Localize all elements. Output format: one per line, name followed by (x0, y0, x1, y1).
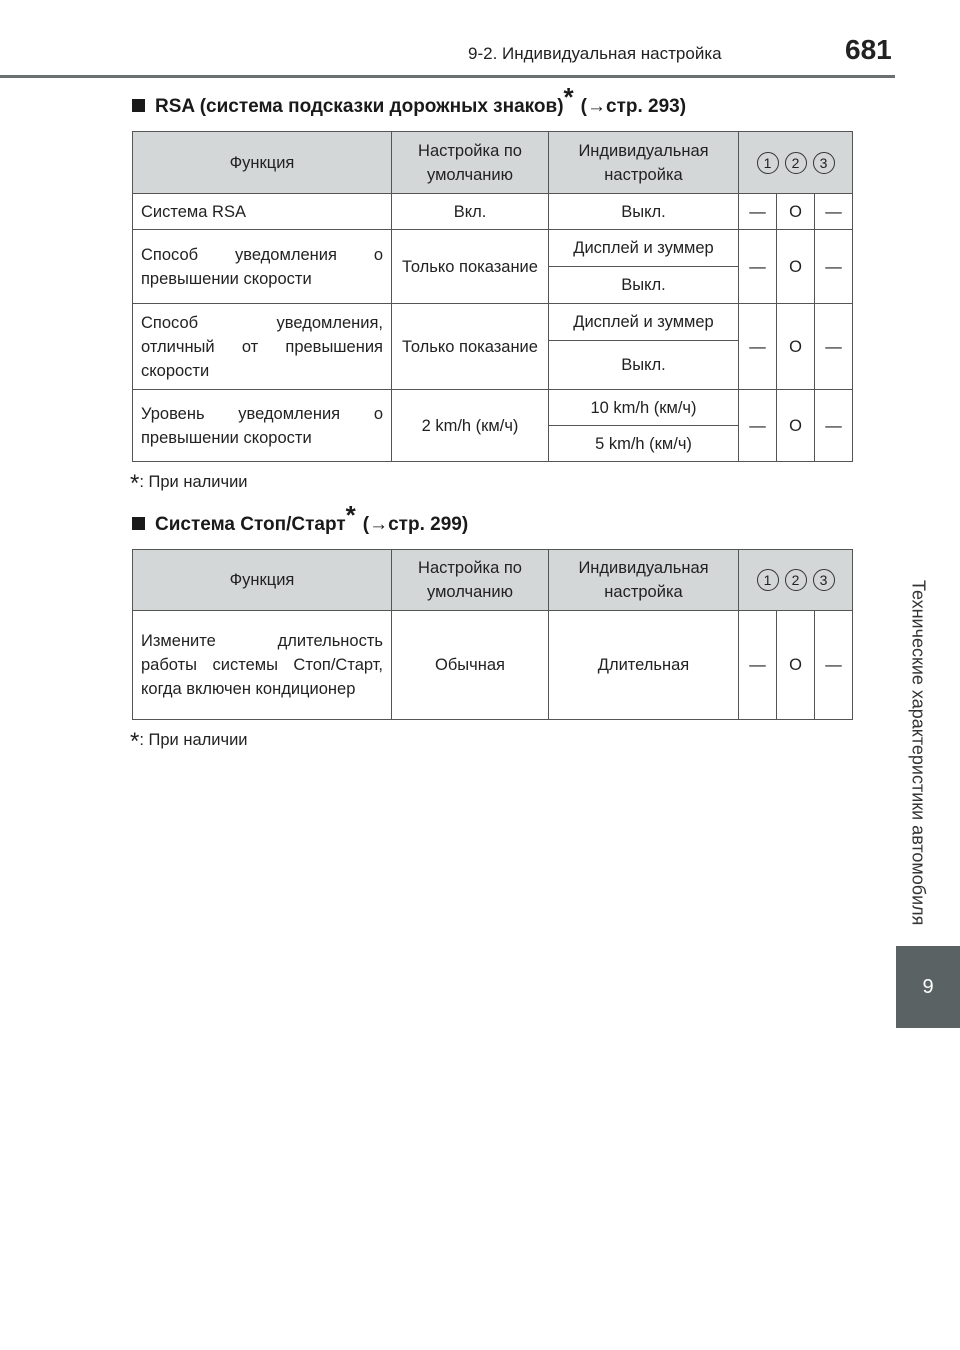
cell-mode-3: — (815, 611, 853, 720)
cell-mode-2: O (777, 194, 815, 230)
ref-open: ( (580, 96, 587, 117)
cell-mode-2: O (777, 611, 815, 720)
cell-function: Система RSA (133, 194, 392, 230)
footnote (130, 728, 248, 756)
cell-mode-1: — (739, 611, 777, 720)
circled-2-icon: 2 (785, 152, 807, 174)
header-rule (0, 75, 895, 78)
cell-mode-2: O (777, 390, 815, 462)
cell-mode-2: O (777, 230, 815, 304)
header-function: Функция (133, 132, 392, 194)
asterisk-mark: * (563, 82, 574, 112)
asterisk-mark: * (130, 470, 140, 497)
square-bullet-icon (132, 517, 145, 530)
table-row (133, 304, 853, 341)
cell-custom: 10 km/h (км/ч) (549, 390, 739, 426)
cell-function: Способ уведомления, отличный от превышения скорости (133, 304, 392, 390)
header-function: Функция (133, 550, 392, 611)
footnote-text: : При наличии (139, 473, 248, 491)
running-header-section: 9-2. Индивидуальная настройка (468, 44, 722, 63)
cell-custom: Дисплей и зуммер (549, 230, 739, 267)
cell-mode-1: — (739, 390, 777, 462)
header-custom: Индивидуальная настройка (549, 132, 739, 194)
cell-mode-1: — (739, 230, 777, 304)
cell-function: Уровень уведомления о превышении скорости (133, 390, 392, 462)
table-header-row (133, 550, 853, 611)
chapter-tab-title: Технические характеристики автомобиля (908, 579, 929, 926)
cell-default: 2 km/h (км/ч) (392, 390, 549, 462)
cell-custom: Выкл. (549, 194, 739, 230)
header-modes (739, 132, 853, 194)
cell-custom: 5 km/h (км/ч) (549, 426, 739, 462)
chapter-tab-number: 9 (896, 946, 960, 1028)
section-title: Система Стоп/Старт (155, 514, 346, 535)
cell-mode-3: — (815, 194, 853, 230)
cell-mode-3: — (815, 304, 853, 390)
table-row (133, 390, 853, 426)
cell-function: Способ уведомления о превышении скорости (133, 230, 392, 304)
footnote-text: : При наличии (139, 731, 248, 749)
table-row (133, 611, 853, 720)
cell-mode-3: — (815, 230, 853, 304)
section-heading-stop-start (132, 500, 469, 536)
cell-default: Только показание (392, 304, 549, 390)
cell-mode-1: — (739, 194, 777, 230)
section-title: RSA (система подсказки дорожных знаков) (155, 96, 564, 117)
table-row (133, 194, 853, 230)
ref-open: ( (362, 514, 370, 535)
page-number: 681 (845, 34, 892, 65)
cell-custom: Выкл. (549, 267, 739, 304)
circled-2-icon: 2 (785, 569, 807, 591)
table-header-row (133, 132, 853, 194)
square-bullet-icon (132, 99, 145, 112)
cell-default: Обычная (392, 611, 549, 720)
cell-default: Вкл. (392, 194, 549, 230)
cell-mode-1: — (739, 304, 777, 390)
asterisk-mark: * (345, 500, 356, 530)
cell-default: Только показание (392, 230, 549, 304)
page-reference: →стр. 293) (587, 96, 687, 117)
page-reference: →стр. 299) (369, 514, 469, 535)
rsa-settings-table (132, 131, 853, 462)
header-default: Настройка по умолчанию (392, 550, 549, 611)
cell-custom: Дисплей и зуммер (549, 304, 739, 341)
cell-mode-2: O (777, 304, 815, 390)
circled-1-icon: 1 (757, 569, 779, 591)
header-custom: Индивидуальная настройка (549, 550, 739, 611)
cell-mode-3: — (815, 390, 853, 462)
section-heading-rsa (132, 82, 687, 118)
header-modes (739, 550, 853, 611)
cell-custom: Длительная (549, 611, 739, 720)
cell-custom: Выкл. (549, 341, 739, 390)
asterisk-mark: * (130, 728, 140, 755)
stop-start-settings-table (132, 549, 853, 720)
table-row (133, 230, 853, 267)
circled-3-icon: 3 (813, 152, 835, 174)
circled-3-icon: 3 (813, 569, 835, 591)
header-default: Настройка по умолчанию (392, 132, 549, 194)
circled-1-icon: 1 (757, 152, 779, 174)
cell-function: Измените длительность работы системы Стоп/Старт, когда включен кондиционер (133, 611, 392, 720)
footnote (130, 470, 248, 498)
